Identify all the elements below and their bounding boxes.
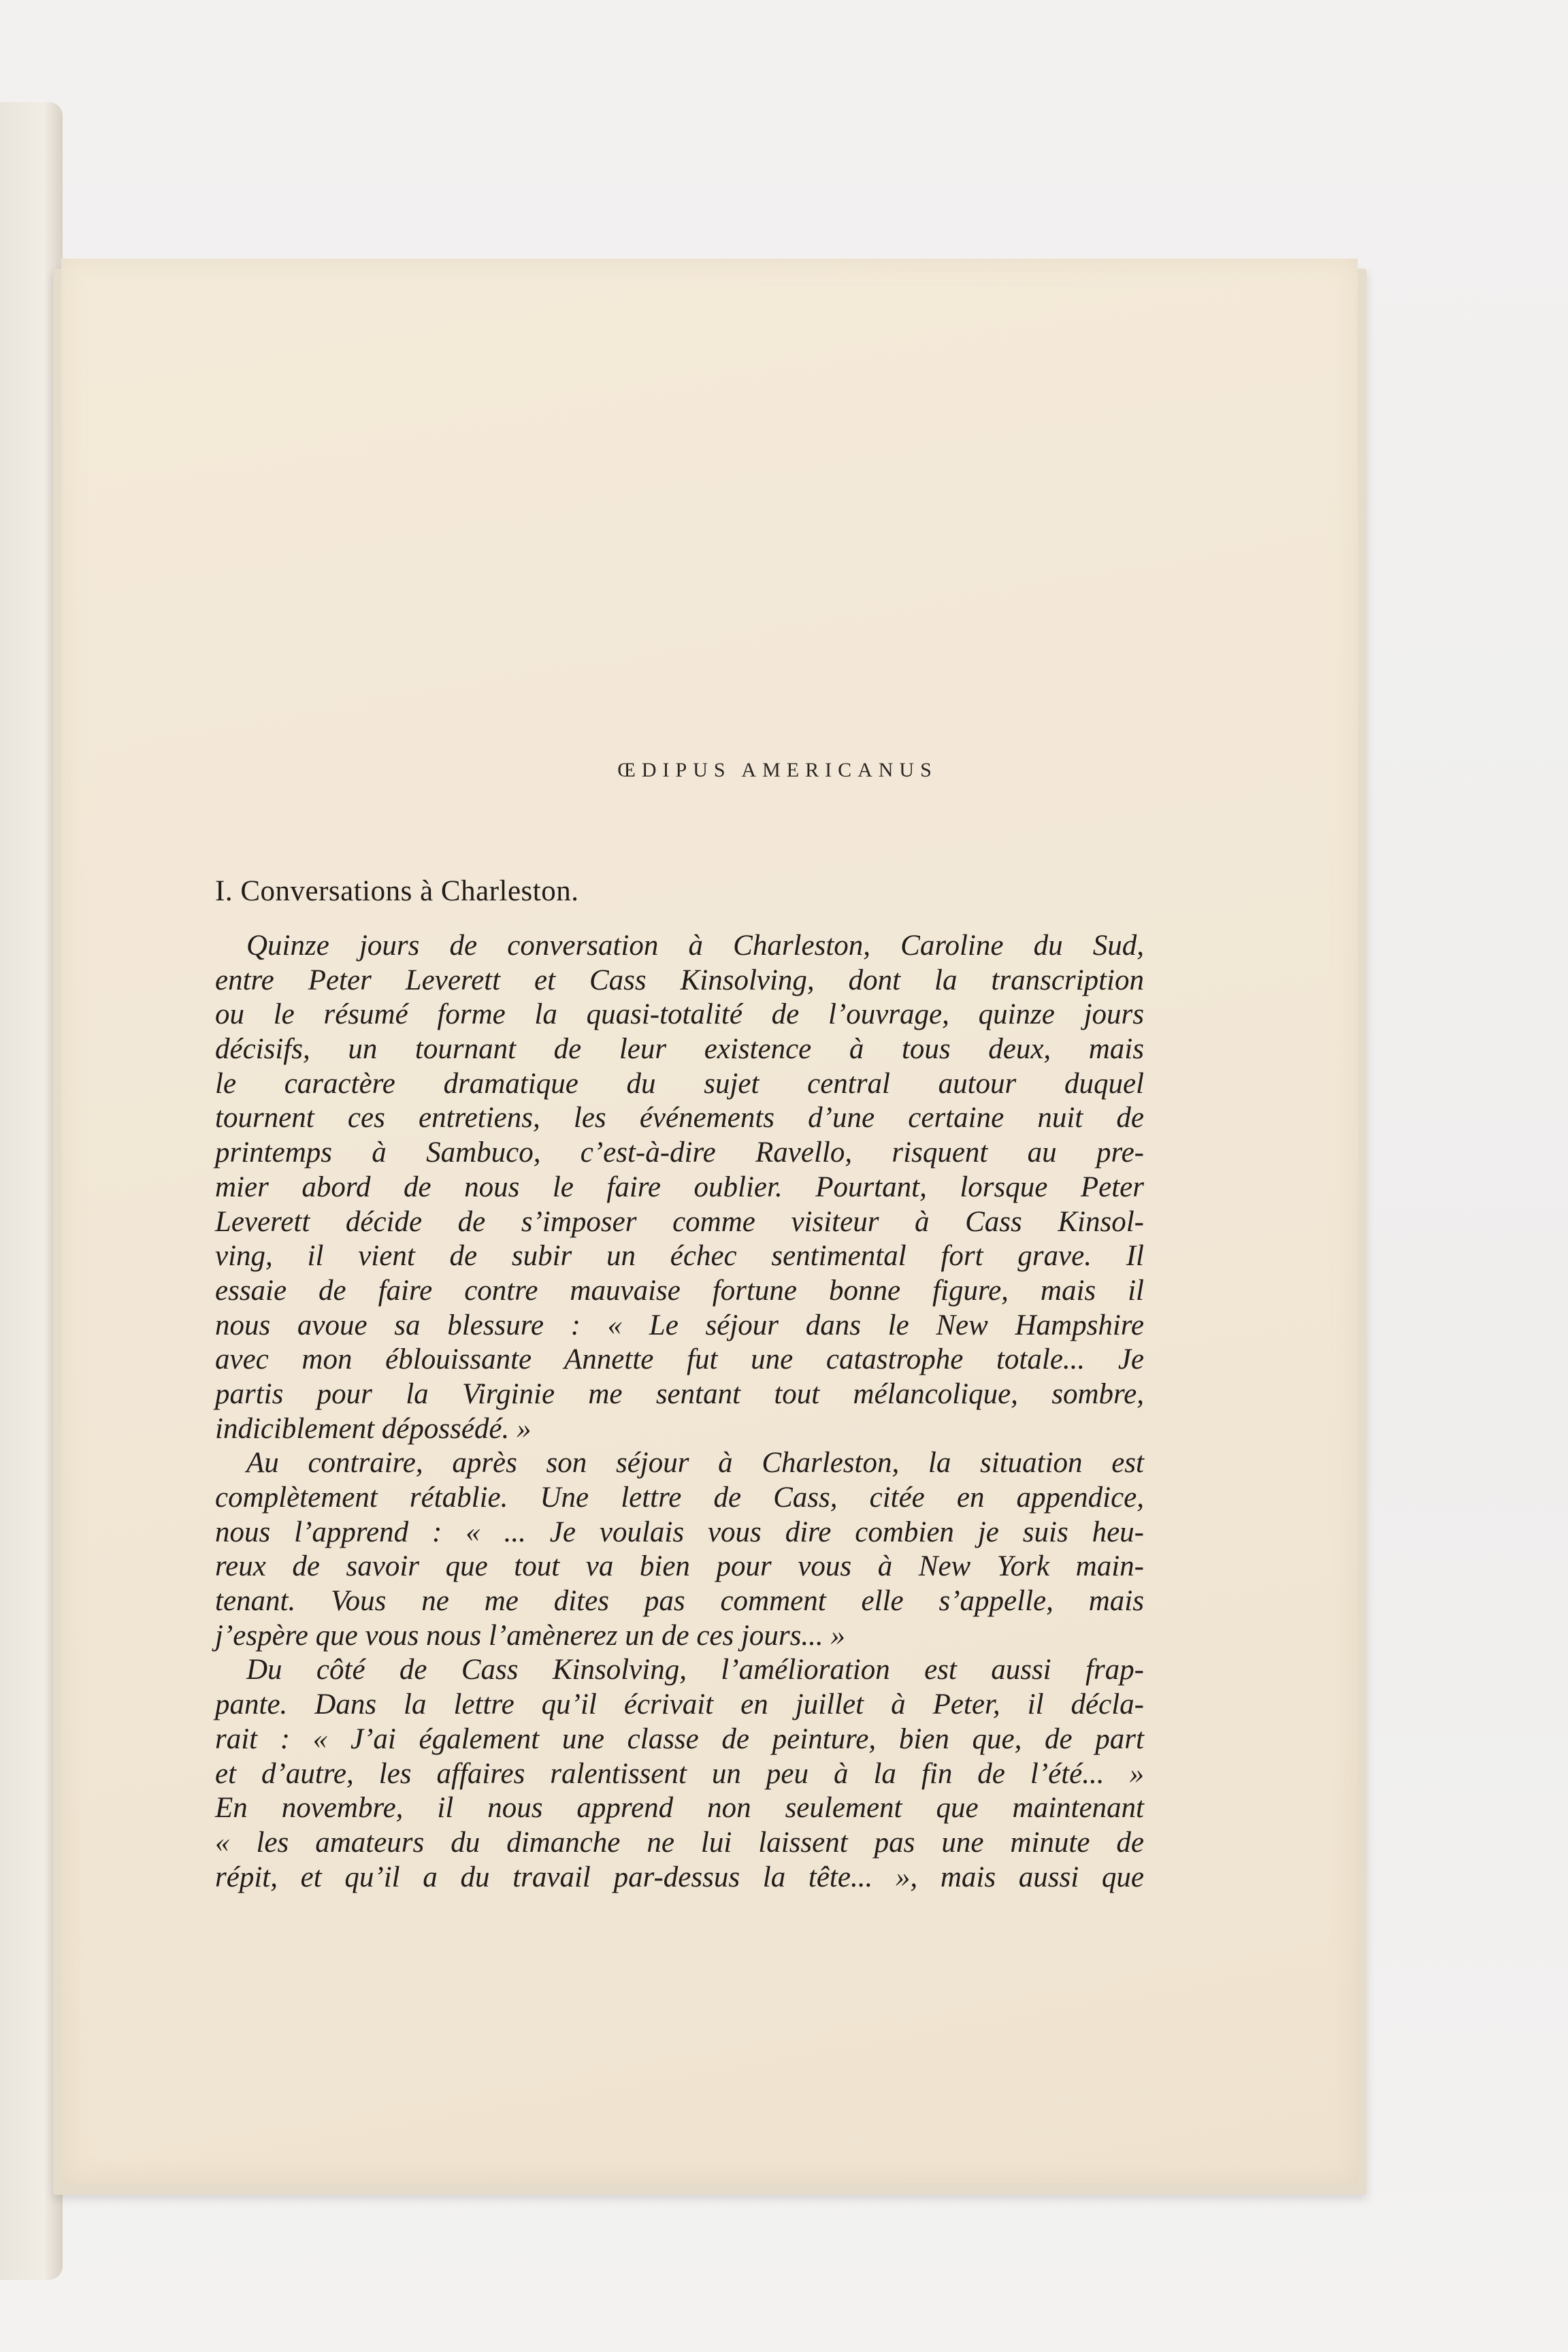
text-line: printemps à Sambuco, c’est-à-dire Ravello, risquent au pre-	[215, 1137, 1144, 1169]
section-heading: I. Conversations à Charleston.	[215, 875, 579, 907]
text-line: nous l’apprend : « ... Je voulais vous dire combien je suis heu-	[215, 1516, 1144, 1548]
text-line: répit, et qu’il a du travail par-dessus la tête... », mais aussi que	[215, 1861, 1144, 1893]
text-line: mier abord de nous le faire oublier. Pourtant, lorsque Peter	[215, 1171, 1144, 1203]
text-line: Du côté de Cass Kinsolving, l’amélioration est aussi frap-	[246, 1654, 1144, 1686]
chapter-title-text: ŒDIPUS AMERICANUS	[617, 759, 938, 781]
text-line: Au contraire, après son séjour à Charleston, la situation est	[246, 1447, 1144, 1480]
text-line: décisifs, un tournant de leur existence à tous deux, mais	[215, 1033, 1144, 1066]
text-line: indiciblement dépossédé. »	[215, 1412, 532, 1445]
text-line: Quinze jours de conversation à Charleston, Caroline du Sud,	[246, 930, 1144, 962]
text-line: complètement rétablie. Une lettre de Cass, citée en appendice,	[215, 1482, 1144, 1514]
text-line: reux de savoir que tout va bien pour vous à New York main-	[215, 1550, 1144, 1583]
text-line: tournent ces entretiens, les événements d’une certaine nuit de	[215, 1102, 1144, 1134]
text-line: ou le résumé forme la quasi-totalité de l’ouvrage, quinze jours	[215, 998, 1144, 1031]
book-page	[61, 259, 1358, 2185]
text-line: En novembre, il nous apprend non seulement que maintenant	[215, 1792, 1144, 1825]
text-line: avec mon éblouissante Annette fut une catastrophe totale... Je	[215, 1343, 1144, 1376]
text-line: « les amateurs du dimanche ne lui laissent pas une minute de	[215, 1826, 1144, 1859]
text-line: j’espère que vous nous l’amènerez un de ces jours... »	[215, 1619, 845, 1652]
text-line: Leverett décide de s’imposer comme visiteur à Cass Kinsol-	[215, 1205, 1144, 1238]
text-line: partis pour la Virginie me sentant tout mélancolique, sombre,	[215, 1377, 1144, 1410]
text-line: pante. Dans la lettre qu’il écrivait en juillet à Peter, il décla-	[215, 1688, 1144, 1721]
chapter-title	[61, 759, 1358, 782]
text-line: et d’autre, les affaires ralentissent un peu à la fin de l’été... »	[215, 1757, 1144, 1790]
body-text	[215, 929, 1144, 1895]
text-line: essaie de faire contre mauvaise fortune bonne figure, mais il	[215, 1274, 1144, 1307]
text-line: tenant. Vous ne me dites pas comment elle s’appelle, mais	[215, 1585, 1144, 1618]
text-line: le caractère dramatique du sujet central autour duquel	[215, 1067, 1144, 1100]
text-line: rait : « J’ai également une classe de peinture, bien que, de part	[215, 1722, 1144, 1755]
text-line: entre Peter Leverett et Cass Kinsolving, dont la transcription	[215, 964, 1144, 996]
text-line: nous avoue sa blessure : « Le séjour dans le New Hampshire	[215, 1309, 1144, 1341]
text-line: ving, il vient de subir un échec sentimental fort grave. Il	[215, 1240, 1144, 1273]
